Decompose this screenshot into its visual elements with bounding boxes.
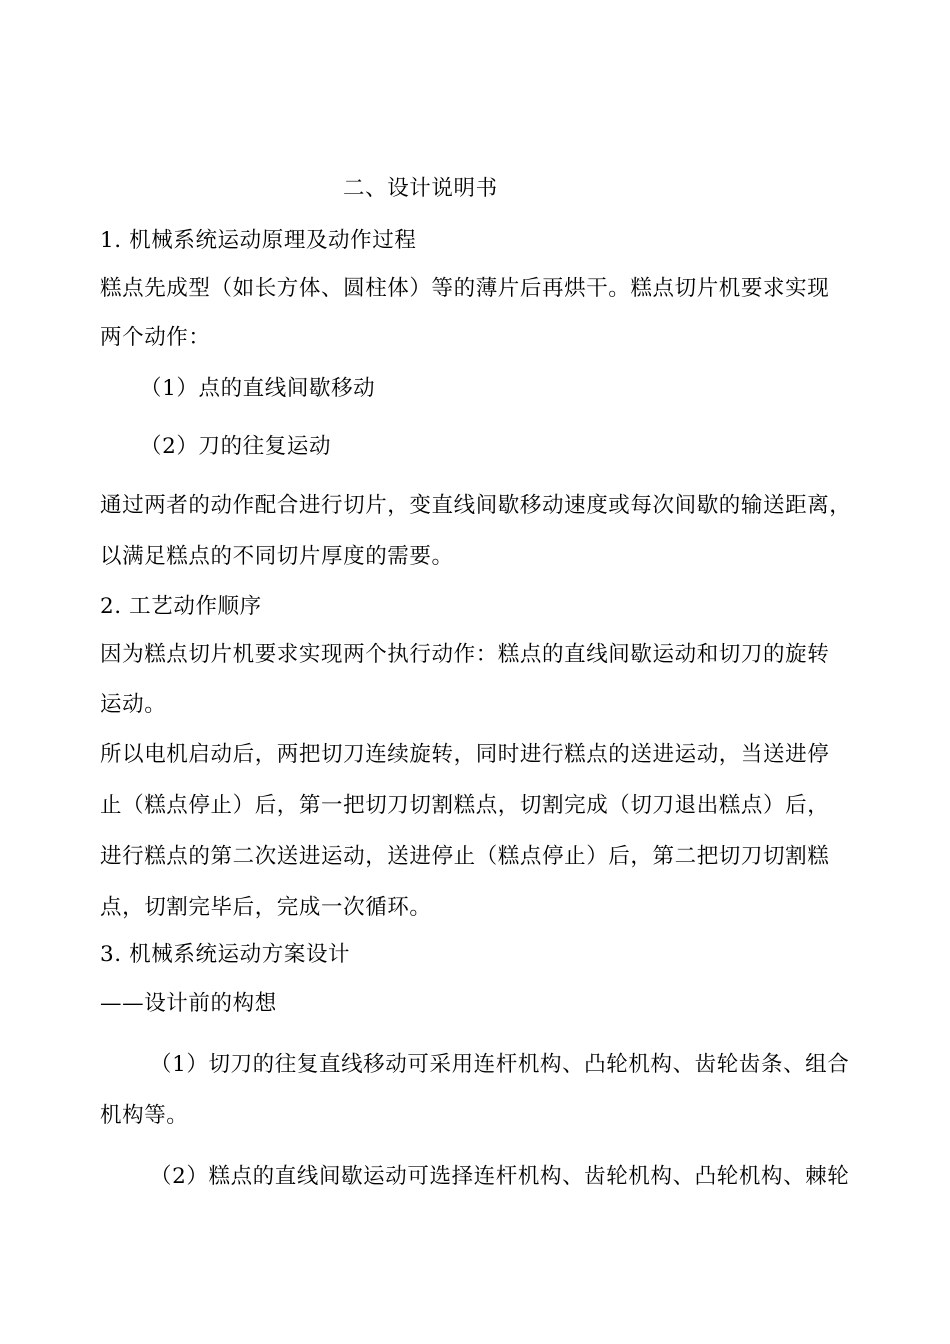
section-3-list-item-1-line-2: 机构等。 <box>100 1103 189 1128</box>
section-1-heading: 1. 机械系统运动原理及动作过程 <box>100 228 417 253</box>
section-2-paragraph-2-line-3: 进行糕点的第二次送进运动，送进停止（糕点停止）后，第二把切刀切割糕 <box>100 844 830 869</box>
section-2-paragraph-2-line-1: 所以电机启动后，两把切刀连续旋转，同时进行糕点的送进运动，当送进停 <box>100 742 830 767</box>
section-3-heading: 3. 机械系统运动方案设计 <box>100 942 351 967</box>
section-1-list-item-2: （2）刀的往复运动 <box>140 434 332 459</box>
section-3-subheading: ——设计前的构想 <box>100 991 277 1016</box>
section-1-list-item-1: （1）点的直线间歇移动 <box>140 376 376 401</box>
section-2-paragraph-2-line-4: 点，切割完毕后，完成一次循环。 <box>100 895 432 920</box>
document-title: 二、设计说明书 <box>343 176 498 201</box>
section-3-list-item-2-line-1: （2）糕点的直线间歇运动可选择连杆机构、齿轮机构、凸轮机构、棘轮 <box>150 1164 850 1189</box>
section-1-paragraph-2-line-1: 通过两者的动作配合进行切片，变直线间歇移动速度或每次间歇的输送距离， <box>100 493 852 518</box>
section-3-list-item-1-line-1: （1）切刀的往复直线移动可采用连杆机构、凸轮机构、齿轮齿条、组合 <box>150 1052 850 1077</box>
section-2-paragraph-1-line-1: 因为糕点切片机要求实现两个执行动作：糕点的直线间歇运动和切刀的旋转 <box>100 642 830 667</box>
section-1-paragraph-1-line-1: 糕点先成型（如长方体、圆柱体）等的薄片后再烘干。糕点切片机要求实现 <box>100 276 830 301</box>
section-1-paragraph-1-line-2: 两个动作： <box>100 325 211 350</box>
section-2-paragraph-1-line-2: 运动。 <box>100 692 167 717</box>
section-2-paragraph-2-line-2: 止（糕点停止）后，第一把切刀切割糕点，切割完成（切刀退出糕点）后， <box>100 793 830 818</box>
section-1-paragraph-2-line-2: 以满足糕点的不同切片厚度的需要。 <box>100 544 454 569</box>
section-2-heading: 2. 工艺动作顺序 <box>100 594 262 619</box>
